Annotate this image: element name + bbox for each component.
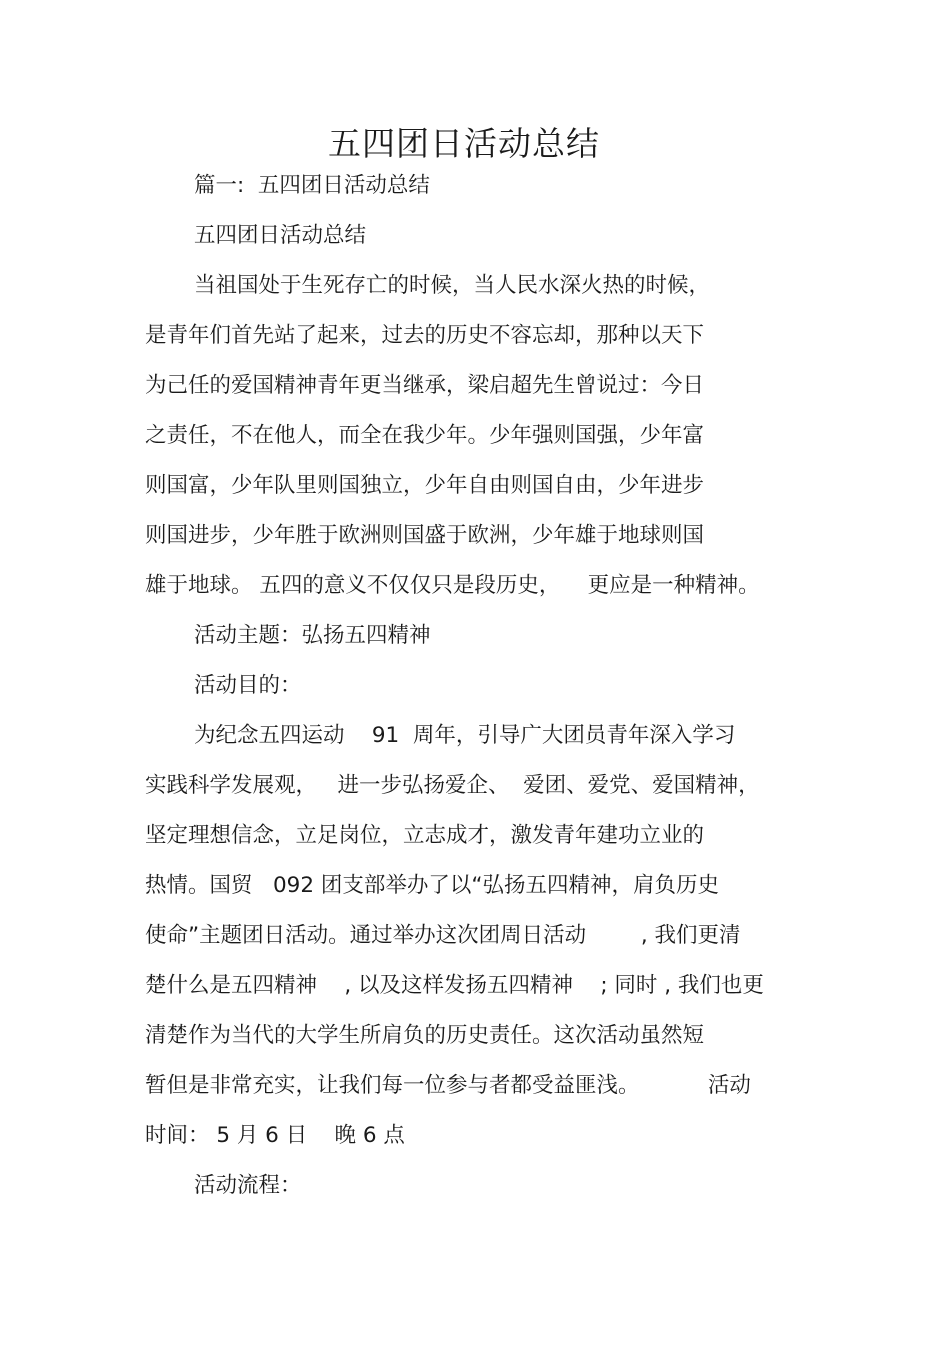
paragraph-line: 坚定理想信念，立足岗位，立志成才，激发青年建功立业的 xyxy=(145,823,705,848)
document-title: 五四团日活动总结 xyxy=(328,124,600,163)
paragraph-line: 则国富，少年队里则国独立，少年自由则国自由，少年进步 xyxy=(145,473,705,498)
paragraph-line: 雄于地球。 五四的意义不仅仅只是段历史， 更应是一种精神。 xyxy=(145,573,760,598)
paragraph-line: 使命”主题团日活动。通过举办这次团周日活动 , 我们更清 xyxy=(145,923,741,948)
paragraph-line: 则国进步，少年胜于欧洲则国盛于欧洲，少年雄于地球则国 xyxy=(145,523,705,548)
paragraph-line: 实践科学发展观， 进一步弘扬爱企、 爱团、爱党、爱国精神， xyxy=(145,773,760,798)
paragraph-line: 活动目的： xyxy=(194,673,302,698)
paragraph-line: 清楚作为当代的大学生所肩负的历史责任。这次活动虽然短 xyxy=(145,1023,705,1048)
paragraph-line: 为己任的爱国精神青年更当继承，梁启超先生曾说过：今日 xyxy=(145,373,705,398)
paragraph-line: 活动主题：弘扬五四精神 xyxy=(194,623,431,648)
paragraph-line: 为纪念五四运动 91 周年，引导广大团员青年深入学习 xyxy=(194,723,736,748)
paragraph-line: 之责任，不在他人，而全在我少年。少年强则国强，少年富 xyxy=(145,423,705,448)
paragraph-line: 楚什么是五四精神 , 以及这样发扬五四精神 ; 同时 , 我们也更 xyxy=(145,973,764,998)
paragraph-line: 五四团日活动总结 xyxy=(194,223,367,248)
paragraph-line: 热情。国贸 092 团支部举办了以“弘扬五四精神，肩负历史 xyxy=(145,873,720,898)
paragraph-line: 当祖国处于生死存亡的时候，当人民水深火热的时候， xyxy=(194,273,711,298)
paragraph-line: 是青年们首先站了起来，过去的历史不容忘却，那种以天下 xyxy=(145,323,705,348)
paragraph-line: 时间： 5 月 6 日 晚 6 点 xyxy=(145,1123,405,1148)
paragraph-line: 活动流程： xyxy=(194,1173,302,1198)
paragraph-line: 暂但是非常充实，让我们每一位参与者都受益匪浅。 活动 xyxy=(145,1073,751,1098)
paragraph-line: 篇一: 五四团日活动总结 xyxy=(194,173,430,198)
